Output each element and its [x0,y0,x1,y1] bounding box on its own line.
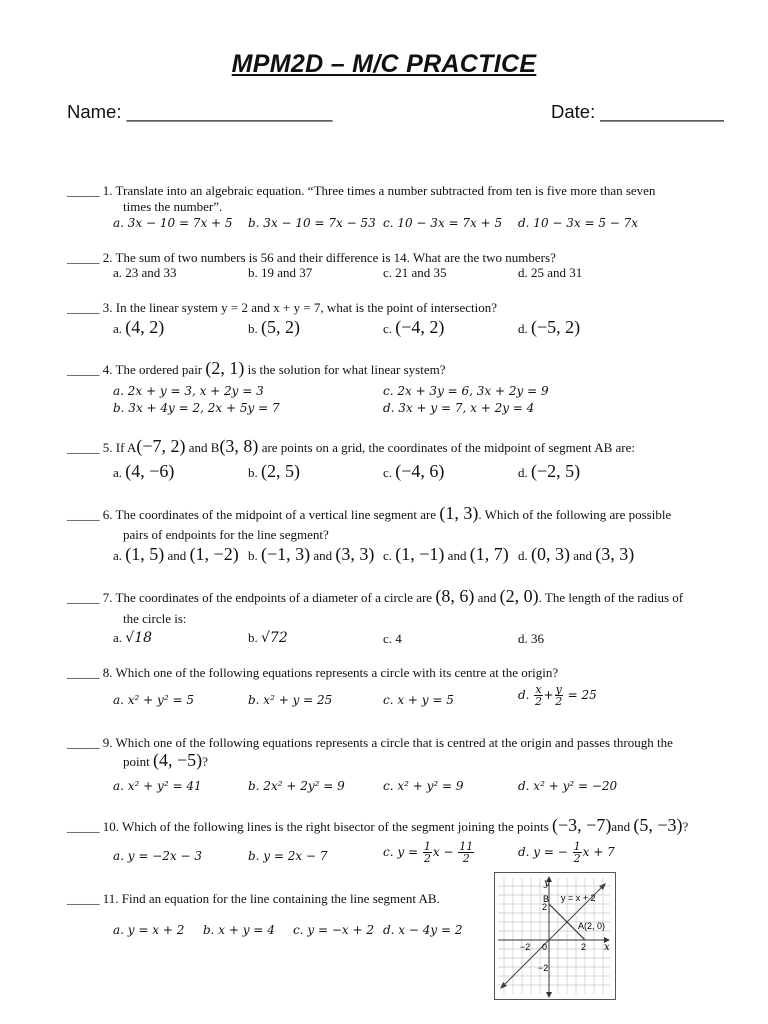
question-number[interactable]: _____ 1. [67,183,113,198]
question-text: Find an equation for the line containing the line segment AB. [121,891,440,906]
tick-neg2-y: −2 [538,963,549,973]
question-text: The sum of two numbers is 56 and their difference is 14. What are the two numbers? [115,250,556,265]
option-value: (−2, 5) [531,461,581,481]
option-letter: c. [383,465,393,480]
x-axis-label: x [604,942,610,953]
option-value: (−5, 2) [531,317,581,337]
fraction-denominator: 2 [423,852,431,865]
question-7 [67,588,683,606]
question-text: If A [115,440,137,455]
option-value: (0, 3) [531,544,570,564]
option-value: (3, 3) [595,544,635,564]
line-label: y = x + 2 [561,893,596,903]
option-a[interactable]: a. 23 and 33 [113,265,177,280]
fraction-numerator: x [535,683,542,696]
option-c[interactable]: c. 4 [383,631,402,646]
option-b[interactable]: b. y = 2x − 7 [248,849,328,863]
option-b[interactable]: b. 19 and 37 [248,265,313,280]
option-d[interactable]: d. 36 [518,631,544,646]
option-value: (1, −2) [189,544,239,564]
question-text: In the linear system y = 2 and x + y = 7, what is the point of intersection? [115,300,497,315]
question-mark: ? [682,819,689,834]
option-d[interactable] [518,461,580,482]
question-and: and [477,590,497,605]
option-b[interactable] [248,461,300,482]
question-text: Which of the following lines is the right bisector of the segment joining the points [122,819,549,834]
option-letter: b. [248,630,258,645]
question-number[interactable]: _____ 3. [67,300,113,315]
option-value: (4, −6) [125,461,175,481]
plus-sign: + [543,688,554,702]
option-d[interactable]: d. 3x + y = 7, x + 2y = 4 [383,401,535,415]
option-and: and [313,548,333,563]
option-a[interactable]: a. y = −2x − 3 [113,849,203,863]
origin-label: 0 [542,942,548,952]
name-field[interactable]: Name: ____________________ [67,101,333,122]
question-number[interactable]: _____ 10. [67,819,119,834]
question-11 [67,890,440,907]
option-c[interactable]: c. x² + y² = 9 [383,779,464,793]
fraction-denominator: 2 [555,695,563,708]
question-3 [67,299,497,316]
question-number[interactable]: _____ 8. [67,665,113,680]
option-c[interactable]: c. 2x + 3y = 6, 3x + 2y = 9 [383,384,549,398]
option-a[interactable] [113,317,164,338]
option-c[interactable]: c. 10 − 3x = 7x + 5 [383,216,503,230]
question-number[interactable]: _____ 5. [67,440,113,455]
option-b[interactable] [248,544,374,565]
question-6 [67,505,671,523]
question-text: Translate into an algebraic equation. “Three times a number subtracted from ten is five more than seven [115,183,656,198]
point-2: (5, −3) [633,815,683,835]
tick-neg2-x: −2 [520,942,531,952]
option-value: (−4, 2) [395,317,445,337]
question-7-text-cont: the circle is: [123,611,187,626]
option-term: x + 7 [582,845,615,859]
option-d[interactable] [518,544,634,565]
option-c[interactable] [383,841,475,864]
point-b: (3, 8) [219,436,259,456]
endpoint-1: (8, 6) [435,586,475,606]
equals-value: = 25 [567,688,597,702]
option-value: (5, 2) [261,317,300,337]
point-a-label: A(2, 0) [578,921,606,931]
option-b[interactable]: b. 3x − 10 = 7x − 53 [248,216,376,230]
question-text: are points on a grid, the coordinates of the midpoint of segment AB are: [261,440,635,455]
option-a[interactable]: a. 2x + y = 3, x + 2y = 3 [113,384,264,398]
tick-2-x: 2 [581,942,587,952]
option-value: (−1, 3) [261,544,311,564]
fraction-numerator: 1 [423,840,431,853]
option-and: and [167,548,187,563]
fraction-numerator: y [555,683,562,696]
option-d[interactable] [518,841,615,864]
option-letter: a. [113,465,123,480]
option-b[interactable]: b. 3x + 4y = 2, 2x + 5y = 7 [113,401,280,415]
question-9 [67,734,673,751]
question-8 [67,664,558,681]
midpoint: (1, 3) [439,503,479,523]
question-text: The coordinates of the midpoint of a vertical line segment are [115,507,437,522]
option-d[interactable]: d. x² + y² = −20 [518,779,618,793]
option-d[interactable]: d. x − 4y = 2 [383,923,463,937]
option-prefix: d. y = − [518,845,568,859]
option-value: (1, 5) [125,544,165,564]
option-c[interactable]: c. y = −x + 2 [293,923,374,937]
question-10 [67,817,688,835]
option-letter: b. [248,548,258,563]
question-number[interactable]: _____ 6. [67,507,113,522]
option-value: (1, 7) [469,544,509,564]
option-b[interactable]: b. x + y = 4 [203,923,275,937]
option-a[interactable] [113,544,239,565]
option-d[interactable]: d. 25 and 31 [518,265,583,280]
option-a[interactable]: a. x² + y² = 41 [113,779,202,793]
option-b[interactable]: b. x² + y = 25 [248,693,333,707]
option-letter: c. [383,321,393,336]
question-text: Which one of the following equations represents a circle with its centre at the origin? [115,665,559,680]
option-letter: d. [518,321,528,336]
option-value: (2, 5) [261,461,300,481]
option-d[interactable] [518,317,580,338]
question-5 [67,438,635,456]
question-text: point [123,754,150,769]
fraction-numerator: 1 [573,840,581,853]
option-a[interactable] [113,630,152,646]
date-field[interactable]: Date: ____________ [551,101,724,122]
option-d[interactable] [518,684,597,707]
page-title: MPM2D – M/C PRACTICE [231,50,537,78]
option-c[interactable] [383,461,444,482]
question-text: Which one of the following equations represents a circle that is centred at the origin and passes through the [115,735,673,750]
question-text: is the solution for what linear system? [247,362,446,377]
option-letter: d. [518,465,528,480]
question-number[interactable]: _____ 4. [67,362,113,377]
question-2 [67,249,556,266]
option-a[interactable]: a. y = x + 2 [113,923,185,937]
fraction-denominator: 2 [534,695,542,708]
option-value: (3, 3) [335,544,375,564]
option-letter: a. [113,630,123,645]
point-a: (−7, 2) [136,436,186,456]
fraction-numerator: 11 [459,840,474,853]
point: (4, −5) [152,750,203,770]
question-6-text-cont: pairs of endpoints for the line segment? [123,527,329,542]
question-number[interactable]: _____ 2. [67,250,113,265]
point-b-label: B [543,894,550,904]
option-letter: d. [518,688,530,702]
question-number[interactable]: _____ 9. [67,735,113,750]
option-b[interactable]: b. 2x² + 2y² = 9 [248,779,345,793]
option-letter: b. [248,321,258,336]
option-letter: c. [383,548,393,563]
endpoint-2: (2, 0) [499,586,539,606]
option-letter: a. [113,548,123,563]
option-a[interactable]: a. x² + y² = 5 [113,693,194,707]
question-mark: ? [202,754,208,769]
option-value: (−4, 6) [395,461,445,481]
option-value: √72 [261,630,288,646]
option-and: and [573,548,593,563]
point-1: (−3, −7) [552,815,612,835]
option-letter: d. [518,548,528,563]
question-number[interactable]: _____ 11. [67,891,119,906]
question-11-graph [494,872,616,1000]
question-text: . Which of the following are possible [478,507,672,522]
option-c[interactable]: c. x + y = 5 [383,693,454,707]
question-text: and B [188,440,220,455]
option-and: and [447,548,467,563]
question-number[interactable]: _____ 7. [67,590,113,605]
fraction-denominator: 2 [573,852,581,865]
option-value: √18 [125,630,153,646]
option-a[interactable] [113,461,174,482]
fraction-denominator: 2 [462,852,470,865]
option-b[interactable] [248,630,288,646]
question-1-text-cont: times the number”. [123,199,223,214]
question-text: The ordered pair [115,362,203,377]
question-and: and [611,819,631,834]
option-b[interactable] [248,317,300,338]
option-d[interactable]: d. 10 − 3x = 5 − 7x [518,216,639,230]
option-value: (1, −1) [395,544,445,564]
option-c[interactable]: c. 21 and 35 [383,265,447,280]
tick-2-y: 2 [542,902,548,912]
option-term: x − [432,845,454,859]
question-text: The coordinates of the endpoints of a diameter of a circle are [115,590,433,605]
y-axis-label: y [544,878,550,889]
option-letter: a. [113,321,123,336]
option-a[interactable]: a. 3x − 10 = 7x + 5 [113,216,233,230]
question-9-text-cont [123,752,208,770]
question-text: . The length of the radius of [538,590,684,605]
question-1 [67,182,655,199]
option-c[interactable] [383,317,444,338]
option-value: (4, 2) [125,317,165,337]
option-letter: b. [248,465,258,480]
option-c[interactable] [383,544,509,565]
option-prefix: c. y = [383,845,418,859]
question-4 [67,360,446,378]
ordered-pair: (2, 1) [205,358,245,378]
